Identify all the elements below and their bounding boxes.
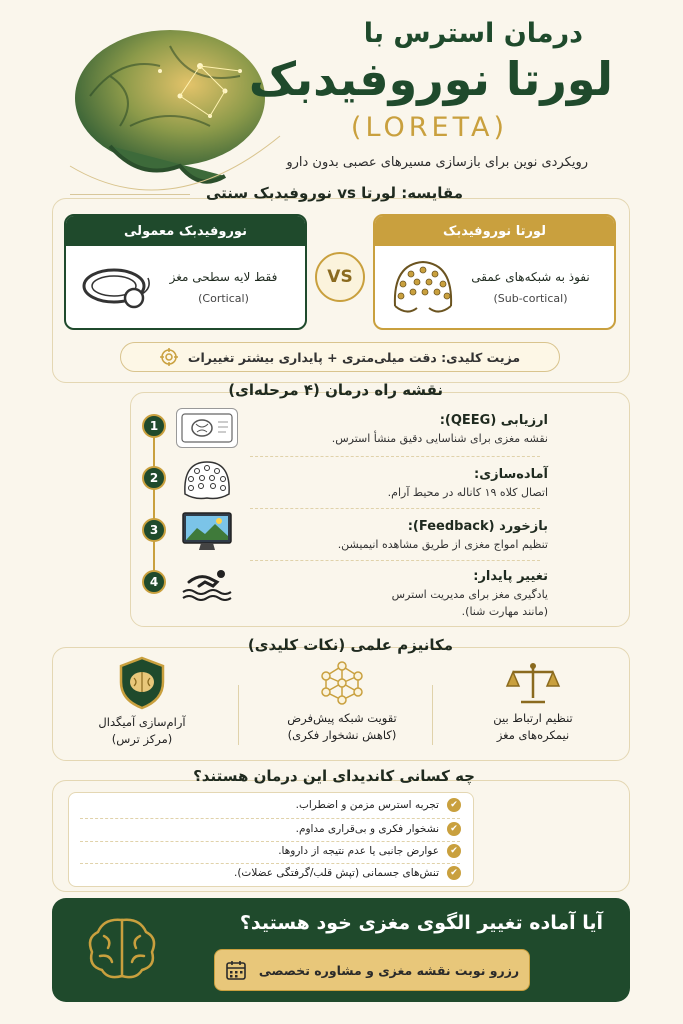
candidate-item: [296, 798, 461, 812]
subtitle: رویکردی نوین برای بازسازی مسیرهای عصبی بدون دارو: [286, 155, 588, 170]
timeline-line: [153, 420, 155, 588]
step-number: 3: [142, 518, 166, 542]
roadmap-title: نقشه راه درمان (۴ مرحله‌ای): [228, 381, 443, 399]
step-divider: [250, 560, 540, 561]
step-number: 1: [142, 414, 166, 438]
mechanism-item: [443, 660, 623, 744]
mechanism-label: تقویت شبکه پیش‌فرض: [287, 711, 397, 725]
comparison-title: مقایسه: لورتا vs نوروفیدبک سنتی: [205, 184, 463, 202]
candidate-text: نشخوار فکری و بی‌قراری مداوم.: [295, 823, 439, 835]
traditional-sub: (Cortical): [198, 292, 249, 305]
candidate-item: [296, 822, 461, 836]
scales-icon: [503, 660, 563, 706]
calendar-icon: [225, 959, 247, 981]
step-desc: تنظیم امواج مغزی از طریق مشاهده انیمیشن.: [337, 538, 548, 551]
eeg-cap-icon: [387, 256, 459, 320]
mechanism-item: [52, 656, 232, 748]
step-number: 2: [142, 466, 166, 490]
candidate-text: تنش‌های جسمانی (تپش قلب/گرفتگی عضلات).: [234, 867, 439, 879]
mechanism-separator: [238, 685, 239, 745]
candidate-divider: [80, 863, 460, 864]
vs-badge: VS: [315, 252, 365, 302]
step-title: بازخورد (Feedback):: [407, 519, 548, 534]
mechanism-item: [252, 660, 432, 744]
section-line: [70, 194, 190, 195]
check-icon: ✔: [447, 822, 461, 836]
monitor-icon: [176, 512, 238, 552]
candidate-item: [234, 866, 461, 880]
mechanism-title: مکانیزم علمی (نکات کلیدی): [247, 636, 453, 654]
step-desc: اتصال کلاه ۱۹ کاناله در محیط آرام.: [387, 486, 548, 499]
step-title: ارزیابی (QEEG):: [439, 413, 548, 428]
traditional-desc: فقط لایه سطحی مغز: [169, 270, 278, 284]
check-icon: ✔: [447, 844, 461, 858]
brain-outline-icon: [82, 910, 162, 990]
check-icon: ✔: [447, 798, 461, 812]
mechanism-label: آرام‌سازی آمیگدال: [98, 715, 186, 729]
step-desc: نقشه مغزی برای شناسایی دقیق منشأ استرس.: [331, 432, 548, 445]
step-title: آماده‌سازی:: [474, 467, 548, 482]
loreta-card: [373, 214, 616, 330]
candidate-text: تجربه استرس مزمن و اضطراب.: [295, 799, 439, 811]
book-appointment-label: رزرو نوبت نقشه مغزی و مشاوره تخصصی: [258, 962, 520, 978]
step-title: تغییر پایدار:: [473, 569, 548, 584]
eeg-cap-icon: [176, 460, 238, 500]
shield-brain-icon: [117, 656, 167, 710]
swimmer-icon: [176, 565, 238, 605]
step-desc-2: (مانند مهارت شنا).: [461, 605, 548, 618]
mechanism-separator: [432, 685, 433, 745]
loreta-desc: نفوذ به شبکه‌های عمقی: [471, 270, 590, 284]
mechanism-label-2: (کاهش نشخوار فکری): [287, 728, 397, 742]
mechanism-label: تنظیم ارتباط بین: [493, 711, 573, 725]
candidate-item: [278, 844, 461, 858]
candidate-divider: [80, 818, 460, 819]
target-icon: [160, 348, 178, 366]
title-line-1: درمان استرس با: [363, 18, 583, 49]
book-appointment-button[interactable]: [214, 949, 530, 991]
title-line-3: (LORETA): [350, 112, 508, 143]
check-icon: ✔: [447, 866, 461, 880]
key-benefit-pill: [120, 342, 560, 372]
mechanism-label-2: نیمکره‌های مغز: [496, 728, 570, 742]
cta-title: آیا آماده تغییر الگوی مغزی خود هستید؟: [239, 912, 603, 934]
mechanism-label-2: (مرکز ترس): [111, 732, 173, 746]
candidate-text: عوارض جانبی یا عدم نتیجه از داروها.: [278, 845, 439, 857]
title-line-2: لورتا نوروفیدبک: [248, 52, 613, 106]
candidate-divider: [80, 841, 460, 842]
traditional-card: [64, 214, 307, 330]
candidates-title: چه کسانی کاندیدای این درمان هستند؟: [193, 767, 475, 785]
step-number: 4: [142, 570, 166, 594]
key-benefit-text: مزیت کلیدی: دقت میلی‌متری + پایداری بیشتر تغییرات: [187, 349, 521, 365]
network-icon: [312, 660, 372, 706]
step-divider: [250, 456, 540, 457]
brain-monitor-icon: [176, 408, 238, 448]
loreta-sub: (Sub-cortical): [493, 292, 568, 305]
traditional-card-title: نوروفیدبک معمولی: [66, 216, 305, 246]
loreta-card-title: لورتا نوروفیدبک: [375, 216, 614, 246]
headset-icon: [78, 258, 154, 318]
step-desc: یادگیری مغز برای مدیریت استرس: [391, 588, 548, 601]
step-divider: [250, 508, 540, 509]
